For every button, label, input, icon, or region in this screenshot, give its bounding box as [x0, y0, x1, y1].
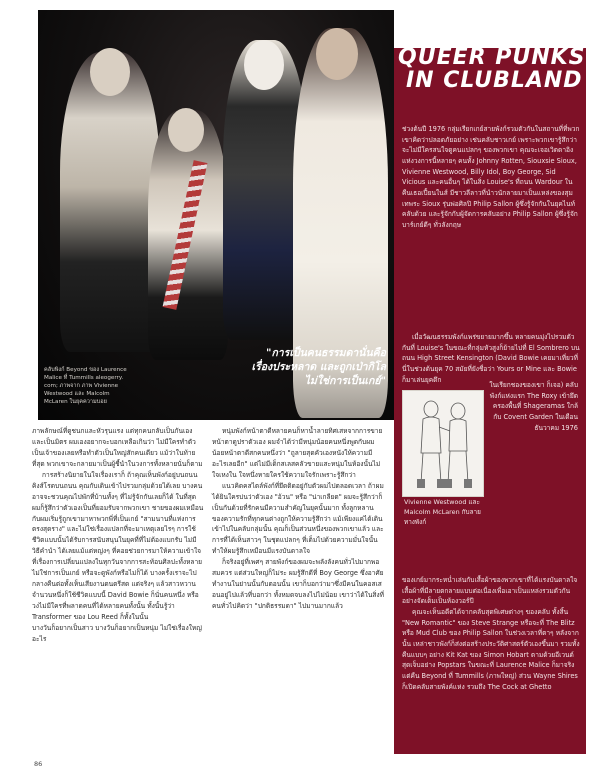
panel-paragraph: ช่วงต้นปี 1976 กลุ่มเรียกเกย์สายพังก์รวมตัวกันในสถานที่ที่พวกเขาคิดว่าปลอดภัยอย่าง เช่นคลับชาวเกย์ เพราะพวกเขารู้สึกว่าจะไม่มีใครสนใจดูคนแปลกๆ ของพวกเขา คุณจะเจอเวิดดาอิงแห่งวงการนี้หลายๆ คนทั้ง Johnny Rotten, Siouxsie Sioux, Vivienne Westwood, Billy Idol, Boy George, Sid Vicious และคนอื่นๆ ได้ในสิ่ง Louise's ที่ถนน Wardour ในคืนเธอเปี้ยนในส์ มีชาวลีลาวที่นำวนักลายมาเป็นแหล่งของสุมเทพระ Sioux รุ่นพ่อศิลปิ Philip Sallon ผู้ซึ่งรู้จักกันในยุคไนท์คลับด้วย และรู้จักกับผู้จัดการคลับอย่าง Philip Sallon ผู้ซึ่งรู้จักบาร์เกย์ดีๆ ทั่วลังกฤษ: [402, 125, 580, 230]
punk-head-3: [244, 40, 284, 90]
headline-line-2: IN CLUBLAND: [406, 68, 583, 94]
body-paragraph: การสร้างนิยายในใจเรื่องเราก็ ถ้าคุณเห็นพังก์อยู่บนถนนคิงส์โรดบนถนน คุณกับเดินเข้าไปรวมกลุ่มด้วยได้เลย บางคนอาจจะชวนคุณไปพักที่บ้านทั้งๆ ที่ไม่รู้จักกันเลยก็ได้ ในที่สุดผมก็รู้สึกว่าตัวเองเป็นที่ยอมรับจากพวกเขา ชายของผมเหมือนกับผมเริ่มรู้ถูกเขามาหาพวกพี่ที่เป็นเกย์ "สามนานที่แห่งการตรงสุดราง" และไม่ใช่เรื่องแปลกที่จะมาเหตุเลยไรๆ การใช้ชีวิตแบบนั้นได้รับการสนับสนุนในยุคที่ที่ไม่ต้องแบกรับ ไม่มีวิธีคำนำ ได้เลยแม้แต่หญ่งๆ ที่คอยช่วยการมาให้ความเข้าใจที่เรื่องการเปลี่ยนแปลงในทุกวันจากการสะท้อนศิลปะทั้งหลาย: [32, 470, 204, 567]
panel-paragraph: ในเรียกชองของเขา ก็เจอ) คลับพังก์แห่งแรก The Roxy เข้ายึดครองพื้นที่ Shageramas ใกล้กับ Covent Garden ในเดือนธันวาคม 1976: [489, 381, 578, 432]
hero-photo: [38, 10, 394, 420]
panel-side-text: [486, 380, 578, 433]
page-number: 86: [34, 760, 43, 768]
illustration-icon: [403, 391, 483, 496]
punk-figure-1: [60, 52, 160, 352]
body-column-1: [32, 426, 204, 645]
panel-paragraph: เมื่อวัฒนธรรมพังก์แพร่ขยายมากขึ้น หลายคนมุ่งไปรวมตัวกันที่ Louise's ในขณะที่กลุ่มหัวสูงก็ย้ายไปที่ El Sombrero บนถนน High Street Kensington (David Bowie เคยมาเที่ยวที่นี่ในช่วงต้นยุค 70 สมัยที่ยังชื่อว่า Yours or Mine และ Bowie ก็มาเล่นยุคดึก: [402, 333, 580, 384]
body-paragraph: ก็จริงอยู่ที่เพศๆ สายพังก์ของผมจะพลังลังคนทั่วไปมากพอสมควร แต่ส่วนใหญ่ก็ไม่ระ ผมรู้สึกดีที่ Boy George ซึ่งอาศัยทำงานในย่านนั้นกับตอนนั้น เขาก็บอกว่ามาซึ่งมีคนในคอสเสอนอยู่ไปแล้วที่บอกว่า ทั้งหมดจบลงไปไม่น้อย เขาว่าได้ในสิ่งที่คนทั่วไปคิดว่า "ปกติธรรมดา" ไปมานมากแล้ว: [212, 558, 384, 610]
body-paragraph: ภาพลักษณ์ที่ดูชนกและหัวรุนแรง แต่ทุกคนกลับเป็นกันเองและเป็นมิตร ผมเองอยากจะบอกเหลือเกินว่า ไม่มีใครทำตัวเป็นเจ้าของเลยหรือทำตัวเป็นใหญ่สักคนเดียว แม้ว่าในท้ายที่สุด พวกเขาจะกลายมาเป็นผู้ชี้นำในวงการทั้งหลายนั่นก็ตาม: [32, 427, 203, 468]
panel-paragraph: ของเกย์มากระหน่ำเล่นกับเสื้อผ้าของพวกเขาที่ได้แรงบันดาลใจเสื้อผ้าที่มีลายตกลายแบบต่อเนื่องเพื่อเอาเป็นแหล่งรวมตัวกันอย่างจัดเต็มเป็นห้องวอร์ปี: [402, 576, 578, 606]
article-headline: [394, 46, 584, 92]
pull-quote-line: เรื่องประหลาด และถูกเป่ากิโล: [251, 361, 386, 374]
illustration-caption: Vivienne Westwood และ Malcolm McLaren กับลายทางพังก์: [404, 498, 481, 526]
panel-bottom-text: [402, 575, 580, 692]
body-column-2: [212, 426, 384, 612]
punk-head-1: [90, 48, 130, 96]
punk-head-4: [316, 28, 358, 80]
pull-quote-line: "การเป็นคนธรรมดานั่นคือ: [265, 347, 386, 359]
panel-mid-text: [402, 332, 580, 385]
body-paragraph: ไม่ใช่การเป็นเกย์ หรือจะดูพังก์หรือไม่ก็ได้ บางครั้งเราจะไปกลางคืนต่อทั้งเห็นเสียงานดนตรีสด แต่จริงๆ แล้วสาวหวานจำนวนหนึ่งก็ใช้ชีวิตแบบนี้ David Bowie ก็นั่นคนหนึ่ง หรือวงไม่มีใครที่พลาดคนที่ได้หลายคนทั้งนั้น ทั้งนั้นรู้ว่า Transformer ของ Lou Reed ก็ทั้งในนั้น: [32, 569, 199, 621]
westwood-mclaren-illustration: [402, 390, 484, 497]
body-paragraph: แนวคิดคสไตล์พังก์ที่ยึดติดอยู่กับตัวผมไปตลอดเวลา ถ้าผมได้ยินใครบ่นว่าตัวเอง "อ้วน" หรือ "น่าเกลียด" ผมจะรู้สึกว่าก็เป็นกันด้วยที่รักคนมีความสำคัญในยุคนั้นมาก ทั้งลูกหลานของความรักที่ทุกคนต่างถูกให้ความรู้สึกว่า แม้เพียงแค่ได้เดินเข้าไปในคลับกลุ่มนั้น คุณก็เป็นส่วนหนึ่งของพวกเขาแล้ว และ การที่ได้เห็นสาวๆ ในชุดแปลกๆ ที่เต็มไปด้วยความมั่นใจนั้นทำให้ผมรู้สึกเหมือนมีแรงบันดาลใจ: [212, 481, 384, 556]
body-paragraph: บางวันก็อยากเป็นสาว บางวันก็อยากเป็นหนุ่ม ไม่ใช่เรื่องใหญ่อะไร: [32, 623, 202, 643]
photo-caption: คลับพิงก์ Beyond ของ Laurence Malice ที่ Tummills aleogerry. com; ภาพจาก ภาพ Vivienne Westwood และ Malcolm McLaren ในยุคความบอย: [44, 367, 127, 406]
punk-head-2: [168, 108, 204, 152]
pull-quote: [206, 346, 386, 389]
panel-intro-text: [402, 124, 580, 231]
body-paragraph: หนุ่มพังก์หน้าตาดีหลายคนก็หาน้ำลายทิศเสหจากการขายหน้าตาดูปราตัวเอง ผมจำได้ว่ามีหนุ่มน้อยคนหนึ่งพูดกับผมน้อยหน้าตาดีสกคนหนึ่งว่า "ถูลายสุดคัวเองหนังให้ความมีอะไรเลยอีก" แต่ไม่มีเด็กสเลสคลัวขายแสะหนุ่มในห้องนั้นไม่ใจเหงใน ใจหนึ่งหายใครใช้ความใจรักเพราะรู้สึกว่า: [212, 427, 383, 479]
pull-quote-line: ไม่ใช่การเป็นเกย์": [304, 375, 386, 388]
headline-line-1: QUEER PUNKS: [398, 45, 586, 70]
panel-paragraph: คุณจะเห็นอดีตได้จากคลับสุดพิเศษต่างๆ ของคลับ ทั้งสิ้น "New Romantic" ของ Steve Strange หรือจะที่ The Blitz หรือ Mud Club ของ Philip Sallon ในช่วงเวลาที่ตาๆ หลังจากนั้น เหล่าชาวพังก์ก็ส่งต่อสร้างประวัติศาสตร์ตัวเองขึ้นมา รวมทั้งคืนแบบๆ อย่าง Kit Kat ของ Simon Hobart ตามด้วยอีเวนต์สุดเจ็บอย่าง Popstars ในขณะที่ Laurence Malice ก็มาจริงแต่คืน Beyond ที่ Tummills (ภาพใหญ่) ส่วน Wayne Shires ก็เปิดคลับสายพังค์แห่ง รวมถึง The Cock at Ghetto: [402, 608, 580, 691]
